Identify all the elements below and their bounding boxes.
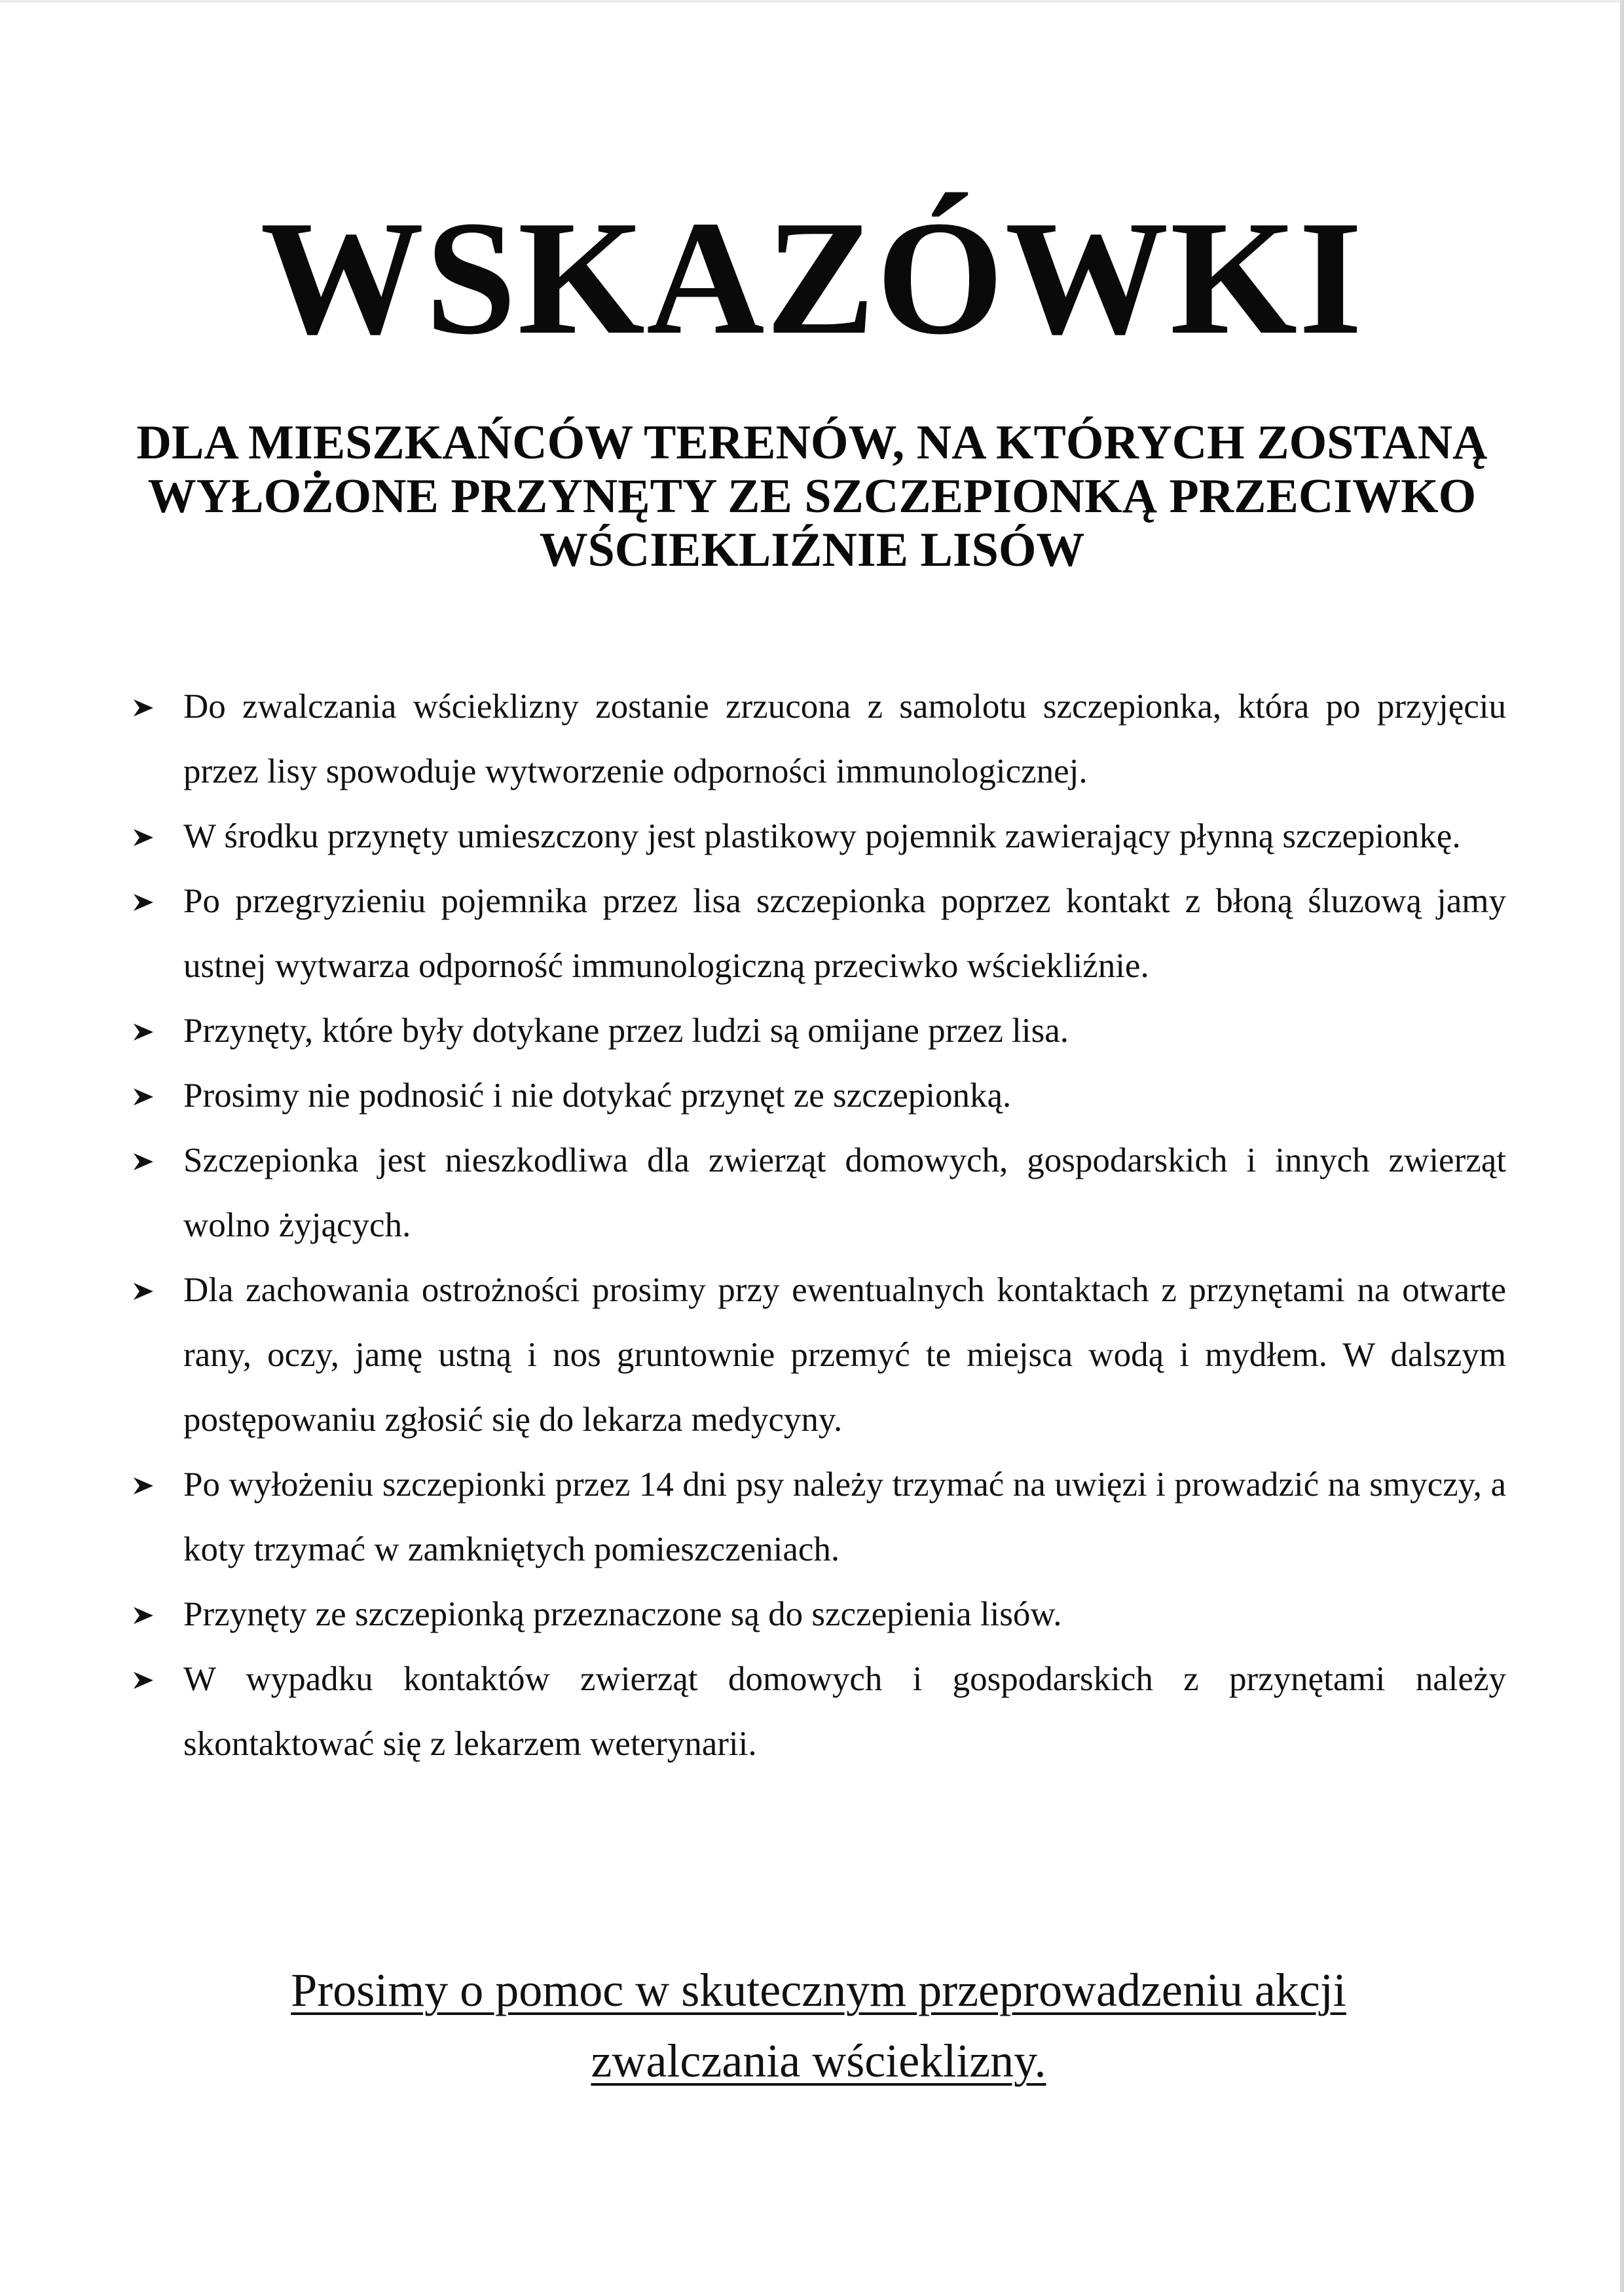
list-item <box>131 1647 1506 1777</box>
arrowhead-bullet-icon <box>131 1582 164 1647</box>
list-item <box>131 1063 1506 1128</box>
arrowhead-bullet-icon <box>131 869 164 934</box>
arrowhead-bullet-icon <box>131 1258 164 1323</box>
list-item <box>131 869 1506 999</box>
list-item-text: Po wyłożeniu szczepionki przez 14 dni psy należy trzymać na uwięzi i prowadzić na smyczy, a koty trzymać w zamkniętych pomieszczeniach. <box>183 1466 1506 1568</box>
arrowhead-bullet-icon <box>131 1452 164 1517</box>
subtitle-line: WYŁOŻONE PRZYNĘTY ZE SZCZEPIONKĄ PRZECIWKO <box>147 470 1477 523</box>
list-item <box>131 675 1506 804</box>
closing-appeal <box>131 1955 1506 2096</box>
instructions-list <box>131 675 1506 1777</box>
scan-edge-top <box>0 0 1624 3</box>
document-subtitle <box>79 416 1545 577</box>
list-item-text: Do zwalczania wścieklizny zostanie zrzucona z samolotu szczepionka, która po przyjęciu przez lisy spowoduje wytworzenie odporności immunologicznej. <box>183 688 1506 790</box>
list-item <box>131 1452 1506 1582</box>
list-item-text: Po przegryzieniu pojemnika przez lisa szczepionka poprzez kontakt z błoną śluzową jamy ustnej wytwarza odporność immunologiczną przeciwko wściekliźnie. <box>183 882 1506 985</box>
list-item-text: Przynęty, które były dotykane przez ludzi są omijane przez lisa. <box>183 1012 1069 1050</box>
arrowhead-bullet-icon <box>131 1128 164 1193</box>
list-item-text: W środku przynęty umieszczony jest plastikowy pojemnik zawierający płynną szczepionkę. <box>183 817 1461 855</box>
list-item-text: Prosimy nie podnosić i nie dotykać przynęt ze szczepionką. <box>183 1077 1012 1115</box>
list-item <box>131 1582 1506 1647</box>
list-item-text: Przynęty ze szczepionką przeznaczone są do szczepienia lisów. <box>183 1595 1062 1633</box>
list-item <box>131 1128 1506 1258</box>
closing-line: zwalczania wścieklizny. <box>591 2035 1046 2087</box>
list-item <box>131 999 1506 1063</box>
arrowhead-bullet-icon <box>131 1063 164 1128</box>
list-item-text: Dla zachowania ostrożności prosimy przy ewentualnych kontaktach z przynętami na otwarte rany, oczy, jamę ustną i nos gruntownie przemyć te miejsca wodą i mydłem. W dalszym postępowaniu zgłosić się do lekarza medycyny. <box>183 1271 1506 1439</box>
document-title: WSKAZÓWKI <box>260 187 1364 369</box>
list-item <box>131 804 1506 869</box>
list-item-text: Szczepionka jest nieszkodliwa dla zwierząt domowych, gospodarskich i innych zwierząt wolno żyjących. <box>183 1141 1506 1244</box>
closing-line: Prosimy o pomoc w skutecznym przeprowadzeniu akcji <box>291 1964 1346 2016</box>
arrowhead-bullet-icon <box>131 999 164 1063</box>
list-item-text: W wypadku kontaktów zwierząt domowych i gospodarskich z przynętami należy skontaktować się z lekarzem weterynarii. <box>183 1660 1506 1763</box>
subtitle-line: DLA MIESZKAŃCÓW TERENÓW, NA KTÓRYCH ZOSTANĄ <box>136 416 1488 470</box>
arrowhead-bullet-icon <box>131 675 164 739</box>
list-item <box>131 1258 1506 1452</box>
subtitle-line: WŚCIEKLIŹNIE LISÓW <box>539 523 1085 577</box>
arrowhead-bullet-icon <box>131 804 164 869</box>
arrowhead-bullet-icon <box>131 1647 164 1712</box>
